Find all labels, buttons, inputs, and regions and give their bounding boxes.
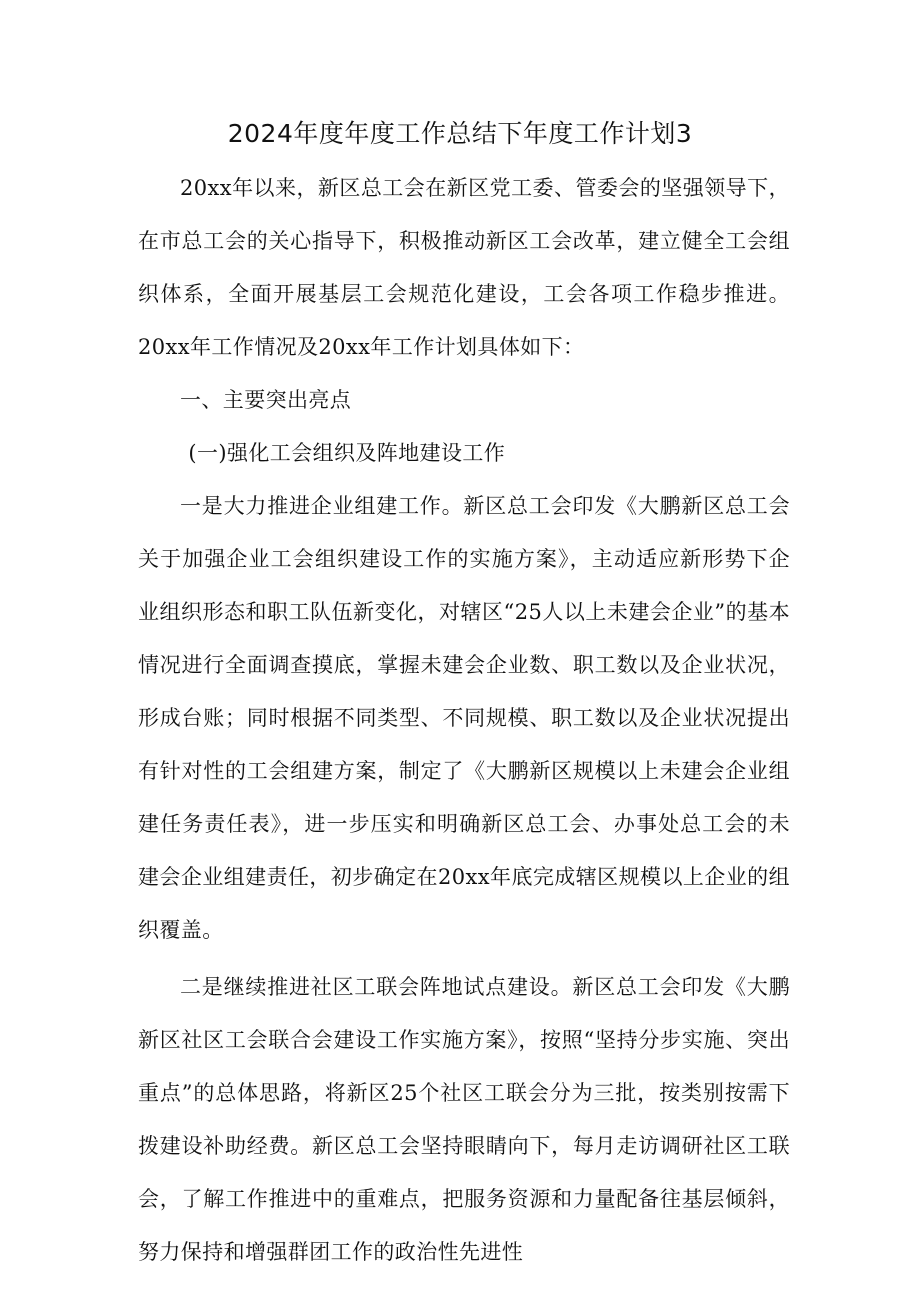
- document-body: [138, 162, 790, 1279]
- subsection-heading: (一)强化工会组织及阵地建设工作: [188, 441, 506, 465]
- section-heading: 一、主要突出亮点: [180, 388, 352, 412]
- document-title: 2024年度年度工作总结下年度工作计划3: [227, 119, 693, 148]
- paragraph-community-union: 二是继续推进社区工联会阵地试点建设。新区总工会印发《大鹏新区社区工会联合会建设工作实施方案》，按照“坚持分步实施、突出重点”的总体思路，将新区25个社区工联会分为三批，按类别按需下拨建设补助经费。新区总工会坚持眼睛向下，每月走访调研社区工联会，了解工作推进中的重难点，把服务资源和力量配备往基层倾斜，努力保持和增强群团工作的政治性先进性: [138, 975, 790, 1264]
- paragraph-intro: 20xx年以来，新区总工会在新区党工委、管委会的坚强领导下，在市总工会的关心指导下，积极推动新区工会改革，建立健全工会组织体系，全面开展基层工会规范化建设，工会各项工作稳步推进。20xx年工作情况及20xx年工作计划具体如下：: [138, 176, 790, 359]
- paragraph-enterprise-union: 一是大力推进企业组建工作。新区总工会印发《大鹏新区总工会关于加强企业工会组织建设工作的实施方案》，主动适应新形势下企业组织形态和职工队伍新变化，对辖区“25人以上未建会企业”的基本情况进行全面调查摸底，掌握未建会企业数、职工数以及企业状况，形成台账；同时根据不同类型、不同规模、职工数以及企业状况提出有针对性的工会组建方案，制定了《大鹏新区规模以上未建会企业组建任务责任表》，进一步压实和明确新区总工会、办事处总工会的未建会企业组建责任，初步确定在20xx年底完成辖区规模以上企业的组织覆盖。: [138, 494, 790, 942]
